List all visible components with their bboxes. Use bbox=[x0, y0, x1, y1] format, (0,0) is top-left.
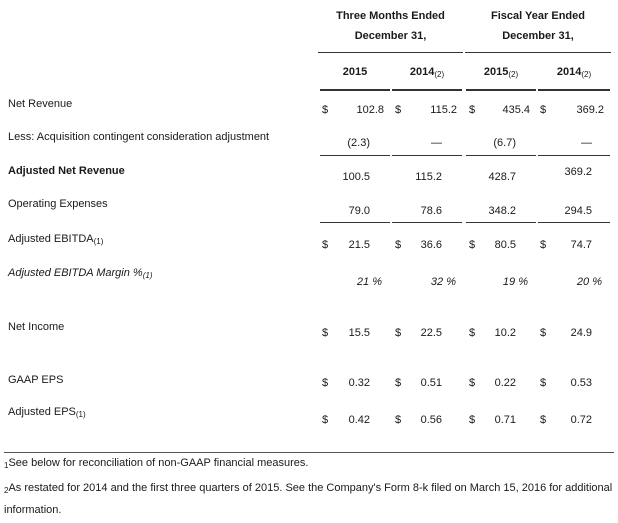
cell-acquisition-adjustment-1: — bbox=[431, 137, 442, 149]
cell-adjusted-eps-2: 0.71 bbox=[494, 414, 516, 426]
currency-symbol: $ bbox=[469, 239, 476, 251]
rule-opex-2 bbox=[466, 222, 536, 223]
cell-adjusted-net-revenue-0: 100.5 bbox=[342, 171, 370, 183]
cell-operating-expenses-3: 294.5 bbox=[564, 205, 592, 217]
cell-net-income-3: 24.9 bbox=[570, 327, 592, 339]
currency-symbol: $ bbox=[469, 414, 476, 426]
cell-operating-expenses-1: 78.6 bbox=[420, 205, 442, 217]
col-header-2-year: 2015 bbox=[483, 66, 509, 78]
row-adjusted-ebitda-margin-label bbox=[8, 267, 152, 280]
col-header-1-note: (2) bbox=[434, 70, 445, 79]
footnote-2-continuation bbox=[4, 504, 61, 516]
footnote-ref: (1) bbox=[93, 237, 104, 246]
currency-symbol: $ bbox=[540, 414, 547, 426]
cell-gaap-eps-3: 0.53 bbox=[570, 377, 592, 389]
cell-adjusted-ebitda-2: 80.5 bbox=[494, 239, 516, 251]
cell-adjusted-eps-3: 0.72 bbox=[570, 414, 592, 426]
currency-symbol: $ bbox=[322, 104, 329, 116]
cell-adjusted-eps-0: 0.42 bbox=[348, 414, 370, 426]
row-net-income-label bbox=[8, 321, 64, 333]
rule-opex-3 bbox=[538, 222, 610, 223]
row-operating-expenses-label bbox=[8, 198, 108, 210]
row-adjusted-net-revenue-label bbox=[8, 165, 125, 177]
currency-symbol: $ bbox=[469, 327, 476, 339]
rule-subtotal-1 bbox=[392, 155, 462, 156]
col-header-1 bbox=[392, 66, 462, 79]
currency-symbol: $ bbox=[469, 104, 476, 116]
cell-net-revenue-0: 102.8 bbox=[356, 104, 384, 116]
currency-symbol: $ bbox=[540, 104, 547, 116]
row-adjusted-ebitda-label bbox=[8, 233, 103, 246]
cell-net-revenue-1: 115.2 bbox=[430, 104, 457, 116]
cell-adjusted-net-revenue-1: 115.2 bbox=[415, 171, 442, 183]
col-header-3-note: (2) bbox=[581, 70, 592, 79]
row-net-revenue-label bbox=[8, 98, 72, 110]
currency-symbol: $ bbox=[322, 377, 329, 389]
footnote-text: As restated for 2014 and the first three quarters of 2015. See the Company's Form 8-k filed on March 15, 2016 for additional bbox=[8, 482, 613, 494]
rule-subtotal-0 bbox=[320, 155, 390, 156]
col-header-2 bbox=[466, 66, 536, 79]
footnote-2 bbox=[4, 482, 612, 495]
currency-symbol: $ bbox=[395, 239, 402, 251]
cell-adjusted-ebitda-margin-2: 19 % bbox=[502, 276, 528, 288]
cell-net-income-1: 22.5 bbox=[420, 327, 442, 339]
cell-adjusted-net-revenue-2: 428.7 bbox=[488, 171, 516, 183]
col-header-1-year: 2014 bbox=[409, 66, 435, 78]
cell-adjusted-ebitda-3: 74.7 bbox=[570, 239, 592, 251]
cell-adjusted-ebitda-0: 21.5 bbox=[348, 239, 370, 251]
footnote-text: See below for reconciliation of non-GAAP financial measures. bbox=[8, 457, 309, 469]
header-three-months bbox=[318, 6, 463, 46]
cell-net-income-0: 15.5 bbox=[348, 327, 370, 339]
rule-colheader-3 bbox=[538, 89, 610, 91]
footnote-marker: 1 bbox=[4, 461, 9, 470]
row-gaap-eps-label bbox=[8, 374, 63, 386]
cell-net-income-2: 10.2 bbox=[494, 327, 516, 339]
cell-adjusted-ebitda-1: 36.6 bbox=[420, 239, 442, 251]
cell-acquisition-adjustment-3: — bbox=[581, 137, 592, 149]
rule-opex-0 bbox=[320, 222, 390, 223]
rule-opex-1 bbox=[392, 222, 462, 223]
cell-operating-expenses-2: 348.2 bbox=[488, 205, 516, 217]
cell-gaap-eps-0: 0.32 bbox=[348, 377, 370, 389]
row-acquisition-adjustment-label bbox=[8, 131, 269, 143]
rule-footnotes bbox=[4, 452, 614, 453]
rule-colheader-0 bbox=[320, 89, 390, 91]
currency-symbol: $ bbox=[322, 414, 329, 426]
row-label-text: Net Revenue bbox=[8, 98, 73, 110]
currency-symbol: $ bbox=[395, 414, 402, 426]
currency-symbol: $ bbox=[395, 104, 402, 116]
cell-adjusted-ebitda-margin-1: 32 % bbox=[430, 276, 456, 288]
row-label-text: Less: Acquisition contingent consideration adjustment bbox=[8, 131, 270, 143]
rule-subtotal-2 bbox=[466, 155, 536, 156]
row-adjusted-eps-label bbox=[8, 406, 86, 419]
currency-symbol: $ bbox=[469, 377, 476, 389]
footnote-ref: (1) bbox=[75, 410, 86, 419]
col-header-3 bbox=[538, 66, 610, 79]
row-label-text: Operating Expenses bbox=[8, 198, 108, 210]
row-label-text: Adjusted EBITDA bbox=[8, 233, 94, 245]
footnote-ref: (1) bbox=[142, 271, 153, 280]
cell-acquisition-adjustment-0: (2.3) bbox=[347, 137, 370, 149]
currency-symbol: $ bbox=[540, 239, 547, 251]
col-header-0 bbox=[320, 66, 390, 79]
rule-colheader-2 bbox=[466, 89, 536, 91]
footnote-1 bbox=[4, 457, 308, 470]
rule-colheader-1 bbox=[392, 89, 462, 91]
cell-gaap-eps-2: 0.22 bbox=[494, 377, 516, 389]
cell-operating-expenses-0: 79.0 bbox=[348, 205, 370, 217]
cell-adjusted-eps-1: 0.56 bbox=[420, 414, 442, 426]
currency-symbol: $ bbox=[395, 377, 402, 389]
cell-acquisition-adjustment-2: (6.7) bbox=[493, 137, 516, 149]
currency-symbol: $ bbox=[540, 377, 547, 389]
col-header-3-year: 2014 bbox=[556, 66, 582, 78]
currency-symbol: $ bbox=[540, 327, 547, 339]
header-three-months-line1: Three Months Ended bbox=[336, 10, 445, 22]
col-header-2-note: (2) bbox=[508, 70, 519, 79]
footnote-text-continuation: information. bbox=[4, 504, 62, 516]
cell-adjusted-ebitda-margin-0: 21 % bbox=[356, 276, 382, 288]
rule-header-fiscal-year bbox=[465, 52, 611, 53]
row-label-text: Adjusted EPS bbox=[8, 406, 76, 418]
row-label-text: GAAP EPS bbox=[8, 374, 64, 386]
cell-net-revenue-2: 435.4 bbox=[502, 104, 530, 116]
row-label-text: Adjusted EBITDA Margin % bbox=[8, 267, 143, 279]
rule-header-three-months bbox=[318, 52, 463, 53]
currency-symbol: $ bbox=[322, 327, 329, 339]
cell-adjusted-net-revenue-3: 369.2 bbox=[564, 166, 592, 178]
cell-gaap-eps-1: 0.51 bbox=[420, 377, 442, 389]
currency-symbol: $ bbox=[395, 327, 402, 339]
col-header-0-year: 2015 bbox=[342, 66, 368, 78]
rule-subtotal-3 bbox=[538, 155, 610, 156]
row-label-text: Adjusted Net Revenue bbox=[8, 165, 125, 177]
cell-net-revenue-3: 369.2 bbox=[576, 104, 604, 116]
header-fiscal-year-line2: December 31, bbox=[502, 30, 574, 42]
header-fiscal-year bbox=[465, 6, 611, 46]
header-three-months-line2: December 31, bbox=[354, 30, 427, 42]
cell-adjusted-ebitda-margin-3: 20 % bbox=[576, 276, 602, 288]
row-label-text: Net Income bbox=[8, 321, 65, 333]
currency-symbol: $ bbox=[322, 239, 329, 251]
footnote-marker: 2 bbox=[4, 486, 9, 495]
header-fiscal-year-line1: Fiscal Year Ended bbox=[491, 10, 585, 22]
